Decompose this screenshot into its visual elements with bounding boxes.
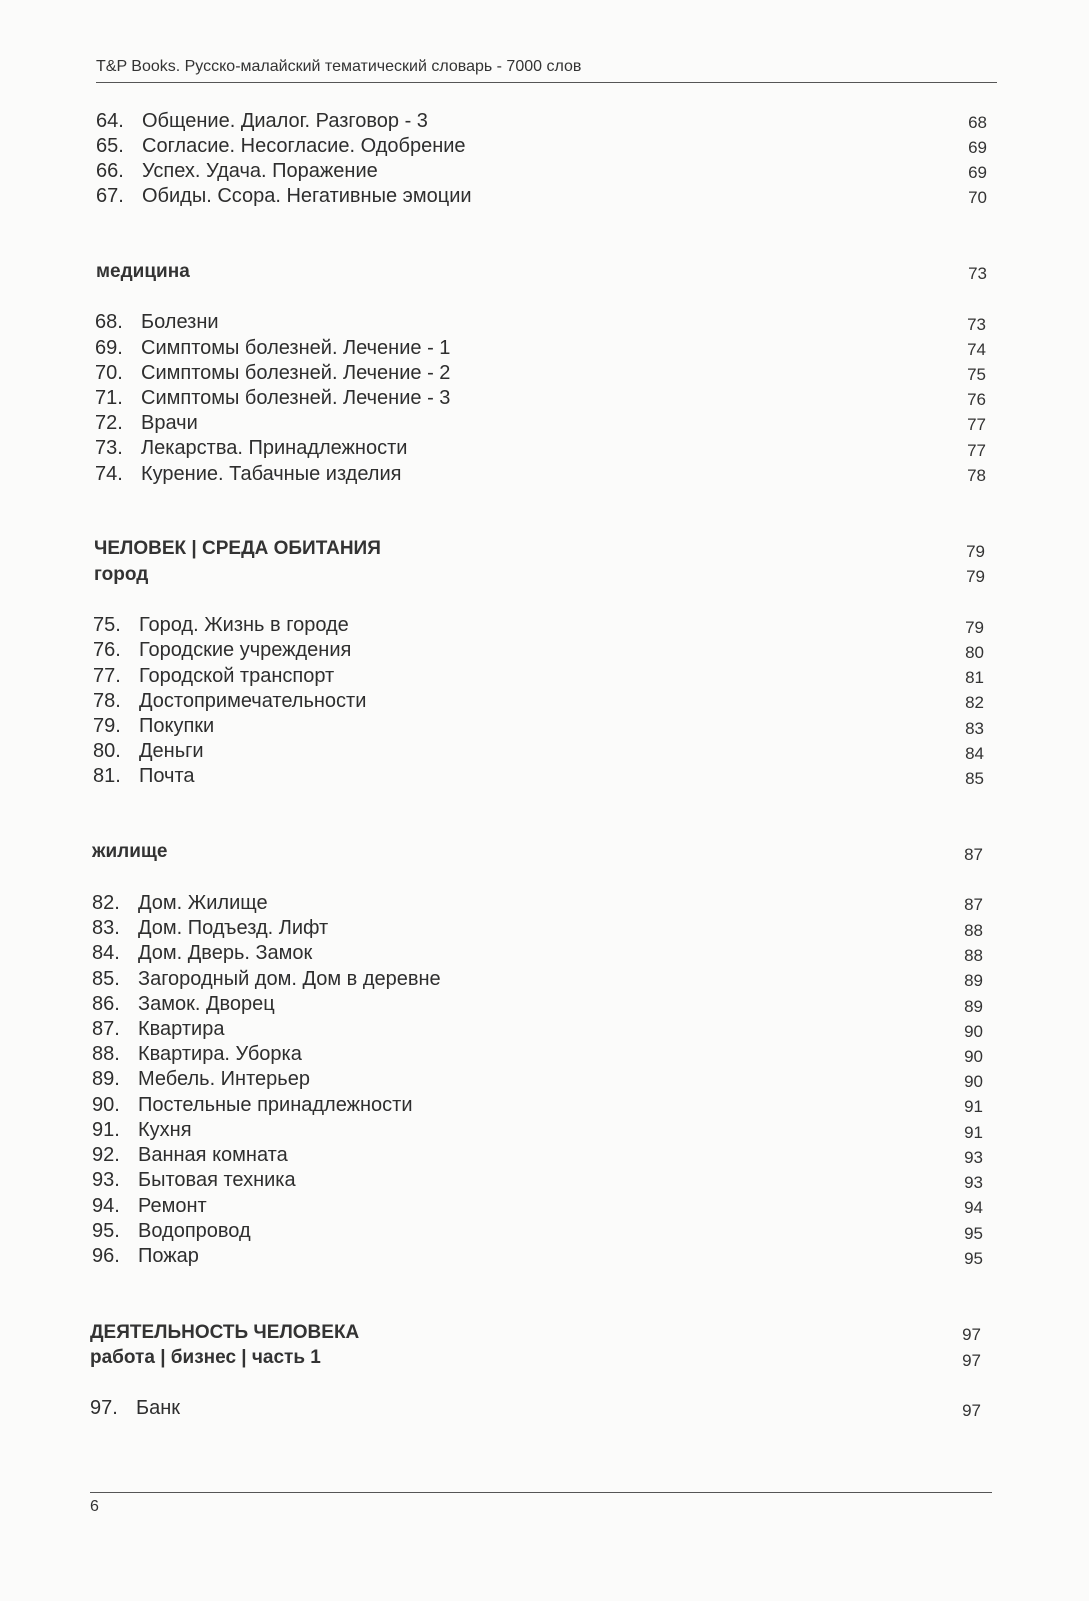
toc-entry [95, 360, 450, 386]
toc-entry [93, 637, 351, 663]
toc-entry [92, 1218, 251, 1244]
entry-page: 89 [964, 971, 983, 990]
toc-entry [92, 966, 441, 992]
entry-title: Банк [136, 1397, 181, 1419]
entry-number: 83. [92, 917, 120, 939]
toc-entry [95, 385, 450, 411]
toc-entry [92, 1142, 288, 1168]
entry-number: 89. [92, 1068, 120, 1090]
entry-number: 93. [92, 1169, 120, 1191]
entry-title: Ремонт [138, 1195, 207, 1217]
entry-title: Городские учреждения [139, 639, 352, 661]
entry-page: 79 [965, 618, 984, 637]
entry-number: 84. [92, 942, 120, 964]
entry-title: Болезни [141, 311, 219, 333]
entry-number: 73. [95, 437, 123, 459]
entry-title: Бытовая техника [138, 1169, 296, 1191]
entry-page: 78 [967, 466, 986, 485]
entry-title: Симптомы болезней. Лечение - 2 [141, 362, 451, 384]
entry-page: 75 [967, 365, 986, 384]
entry-page: 82 [965, 693, 984, 712]
entry-page: 88 [964, 921, 983, 940]
entry-number: 64. [96, 110, 124, 132]
entry-page: 97 [962, 1401, 981, 1420]
toc-entry [92, 940, 312, 966]
entry-page: 91 [964, 1097, 983, 1116]
entry-page: 85 [965, 769, 984, 788]
entry-page: 76 [967, 390, 986, 409]
entry-title: Деньги [139, 740, 204, 762]
toc-entry [92, 1016, 224, 1042]
entry-number: 86. [92, 993, 120, 1015]
page-number: 6 [90, 1498, 99, 1515]
entry-title: Дом. Жилище [138, 892, 268, 914]
entry-title: Покупки [139, 715, 215, 737]
header-rule [96, 82, 997, 83]
entry-title: Водопровод [138, 1220, 251, 1242]
entry-number: 96. [92, 1245, 120, 1267]
section-page: 79 [966, 567, 985, 586]
entry-title: Квартира [138, 1018, 225, 1040]
part-heading: ДЕЯТЕЛЬНОСТЬ ЧЕЛОВЕКА [90, 1322, 360, 1343]
entry-number: 90. [92, 1094, 120, 1116]
entry-title: Курение. Табачные изделия [141, 463, 402, 485]
section-heading: работа | бизнес | часть 1 [90, 1347, 321, 1368]
toc-entry [92, 1041, 302, 1067]
entry-page: 87 [964, 895, 983, 914]
entry-number: 69. [95, 337, 123, 359]
entry-page: 69 [968, 138, 987, 157]
toc-entry [90, 1395, 180, 1421]
entry-number: 67. [96, 185, 124, 207]
toc-entry [93, 688, 366, 714]
entry-title: Лекарства. Принадлежности [141, 437, 408, 459]
section-page: 73 [968, 264, 987, 283]
toc-entry [96, 183, 472, 209]
toc-entry [95, 461, 401, 487]
entry-page: 90 [964, 1022, 983, 1041]
entry-title: Кухня [138, 1119, 192, 1141]
entry-page: 69 [968, 163, 987, 182]
toc-entry [92, 1193, 207, 1219]
toc-entry [93, 663, 334, 689]
entry-title: Квартира. Уборка [138, 1043, 302, 1065]
entry-title: Успех. Удача. Поражение [142, 160, 378, 182]
entry-number: 91. [92, 1119, 120, 1141]
toc-entry [93, 738, 204, 764]
entry-page: 91 [964, 1123, 983, 1142]
entry-title: Городской транспорт [139, 665, 335, 687]
entry-number: 65. [96, 135, 124, 157]
entry-number: 74. [95, 463, 123, 485]
toc-entry [95, 410, 198, 436]
entry-page: 93 [964, 1173, 983, 1192]
entry-number: 76. [93, 639, 121, 661]
entry-number: 92. [92, 1144, 120, 1166]
entry-number: 77. [93, 665, 121, 687]
toc-entry [96, 108, 428, 134]
entry-number: 75. [93, 614, 121, 636]
section-page: 87 [964, 845, 983, 864]
entry-title: Замок. Дворец [138, 993, 275, 1015]
entry-number: 72. [95, 412, 123, 434]
toc-entry [92, 1117, 192, 1143]
entry-title: Врачи [141, 412, 198, 434]
entry-title: Загородный дом. Дом в деревне [138, 968, 441, 990]
section-page: 79 [966, 542, 985, 561]
toc-entry [92, 915, 328, 941]
entry-page: 90 [964, 1072, 983, 1091]
toc-entry [92, 1092, 413, 1118]
running-header: T&P Books. Русско-малайский тематический словарь - 7000 слов [96, 58, 582, 75]
entry-title: Мебель. Интерьер [138, 1068, 310, 1090]
entry-page: 68 [968, 113, 987, 132]
entry-title: Общение. Диалог. Разговор - 3 [142, 110, 428, 132]
entry-page: 95 [964, 1224, 983, 1243]
entry-number: 95. [92, 1220, 120, 1242]
entry-page: 93 [964, 1148, 983, 1167]
entry-page: 95 [964, 1249, 983, 1268]
entry-page: 73 [967, 315, 986, 334]
entry-number: 79. [93, 715, 121, 737]
footer-rule [90, 1492, 992, 1493]
toc-entry [92, 1066, 310, 1092]
entry-title: Симптомы болезней. Лечение - 1 [141, 337, 451, 359]
entry-page: 89 [964, 997, 983, 1016]
toc-entry [92, 1243, 199, 1269]
entry-title: Ванная комната [138, 1144, 288, 1166]
entry-number: 88. [92, 1043, 120, 1065]
entry-number: 71. [95, 387, 123, 409]
entry-page: 77 [967, 441, 986, 460]
section-heading: медицина [96, 261, 190, 282]
part-heading: ЧЕЛОВЕК | СРЕДА ОБИТАНИЯ [94, 538, 381, 559]
entry-title: Обиды. Ссора. Негативные эмоции [142, 185, 472, 207]
toc-entry [93, 713, 214, 739]
entry-title: Пожар [138, 1245, 199, 1267]
entry-page: 80 [965, 643, 984, 662]
entry-number: 85. [92, 968, 120, 990]
entry-number: 68. [95, 311, 123, 333]
entry-title: Дом. Дверь. Замок [138, 942, 313, 964]
entry-number: 81. [93, 765, 121, 787]
entry-page: 83 [965, 719, 984, 738]
entry-title: Дом. Подъезд. Лифт [138, 917, 329, 939]
entry-page: 81 [965, 668, 984, 687]
entry-page: 94 [964, 1198, 983, 1217]
section-page: 97 [962, 1325, 981, 1344]
section-heading: город [94, 564, 149, 585]
entry-title: Город. Жизнь в городе [139, 614, 349, 636]
entry-page: 70 [968, 188, 987, 207]
entry-number: 78. [93, 690, 121, 712]
toc-entry [92, 991, 275, 1017]
entry-page: 84 [965, 744, 984, 763]
entry-number: 82. [92, 892, 120, 914]
entry-title: Достопримечательности [139, 690, 367, 712]
entry-page: 77 [967, 415, 986, 434]
toc-entry [96, 158, 378, 184]
entry-page: 88 [964, 946, 983, 965]
toc-entry [95, 309, 219, 335]
entry-title: Согласие. Несогласие. Одобрение [142, 135, 466, 157]
toc-entry [95, 335, 450, 361]
entry-title: Постельные принадлежности [138, 1094, 413, 1116]
entry-number: 94. [92, 1195, 120, 1217]
entry-number: 66. [96, 160, 124, 182]
toc-entry [93, 763, 195, 789]
toc-entry [92, 890, 268, 916]
toc-entry [93, 612, 349, 638]
toc-entry [92, 1167, 296, 1193]
entry-page: 74 [967, 340, 986, 359]
section-page: 97 [962, 1351, 981, 1370]
entry-number: 70. [95, 362, 123, 384]
toc-entry [95, 435, 407, 461]
toc-entry [96, 133, 466, 159]
entry-page: 90 [964, 1047, 983, 1066]
entry-number: 80. [93, 740, 121, 762]
entry-number: 87. [92, 1018, 120, 1040]
section-heading: жилище [92, 841, 168, 862]
entry-number: 97. [90, 1397, 118, 1419]
entry-title: Почта [139, 765, 195, 787]
entry-title: Симптомы болезней. Лечение - 3 [141, 387, 451, 409]
